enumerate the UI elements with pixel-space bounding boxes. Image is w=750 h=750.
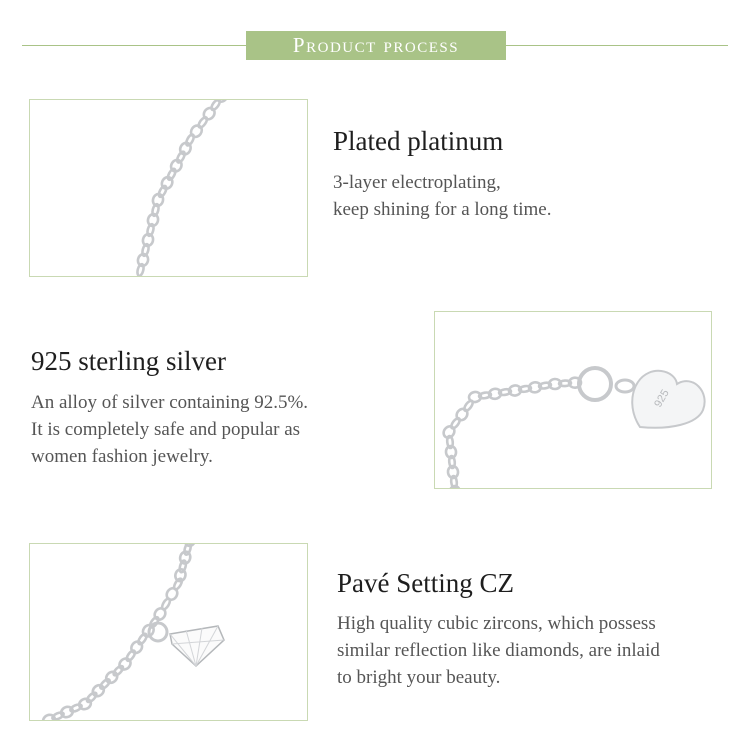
product-image-heart-tag [434,311,712,489]
header-rule-left [22,45,246,46]
header-rule-right [506,45,728,46]
feature-title-plated-platinum: Plated platinum [333,126,504,156]
svg-text:925: 925 [652,387,672,410]
feature-description-sterling-silver [31,389,308,470]
description-line: to bright your beauty. [337,667,501,688]
description-line: 3-layer electroplating, [333,172,501,193]
feature-title-sterling-silver: 925 sterling silver [31,346,226,376]
feature-description-plated-platinum [333,169,551,223]
description-line: It is completely safe and popular as [31,419,301,440]
chain-closeup-icon [30,100,307,276]
description-line: keep shining for a long time. [333,199,552,220]
description-line: similar reflection like diamonds, are inlaid [337,640,660,661]
product-image-cz-pendant [29,543,308,721]
product-image-chain [29,99,308,277]
description-line: High quality cubic zircons, which possess [337,613,656,634]
description-line: women fashion jewelry. [31,446,213,467]
feature-description-pave-setting [337,610,660,691]
chain-with-heart-tag-icon [435,312,711,488]
chain-with-cz-pendant-icon [30,544,307,720]
section-banner: Product process [246,31,506,60]
feature-title-pave-setting: Pavé Setting CZ [337,568,514,598]
description-line: An alloy of silver containing 92.5%. [31,392,309,413]
